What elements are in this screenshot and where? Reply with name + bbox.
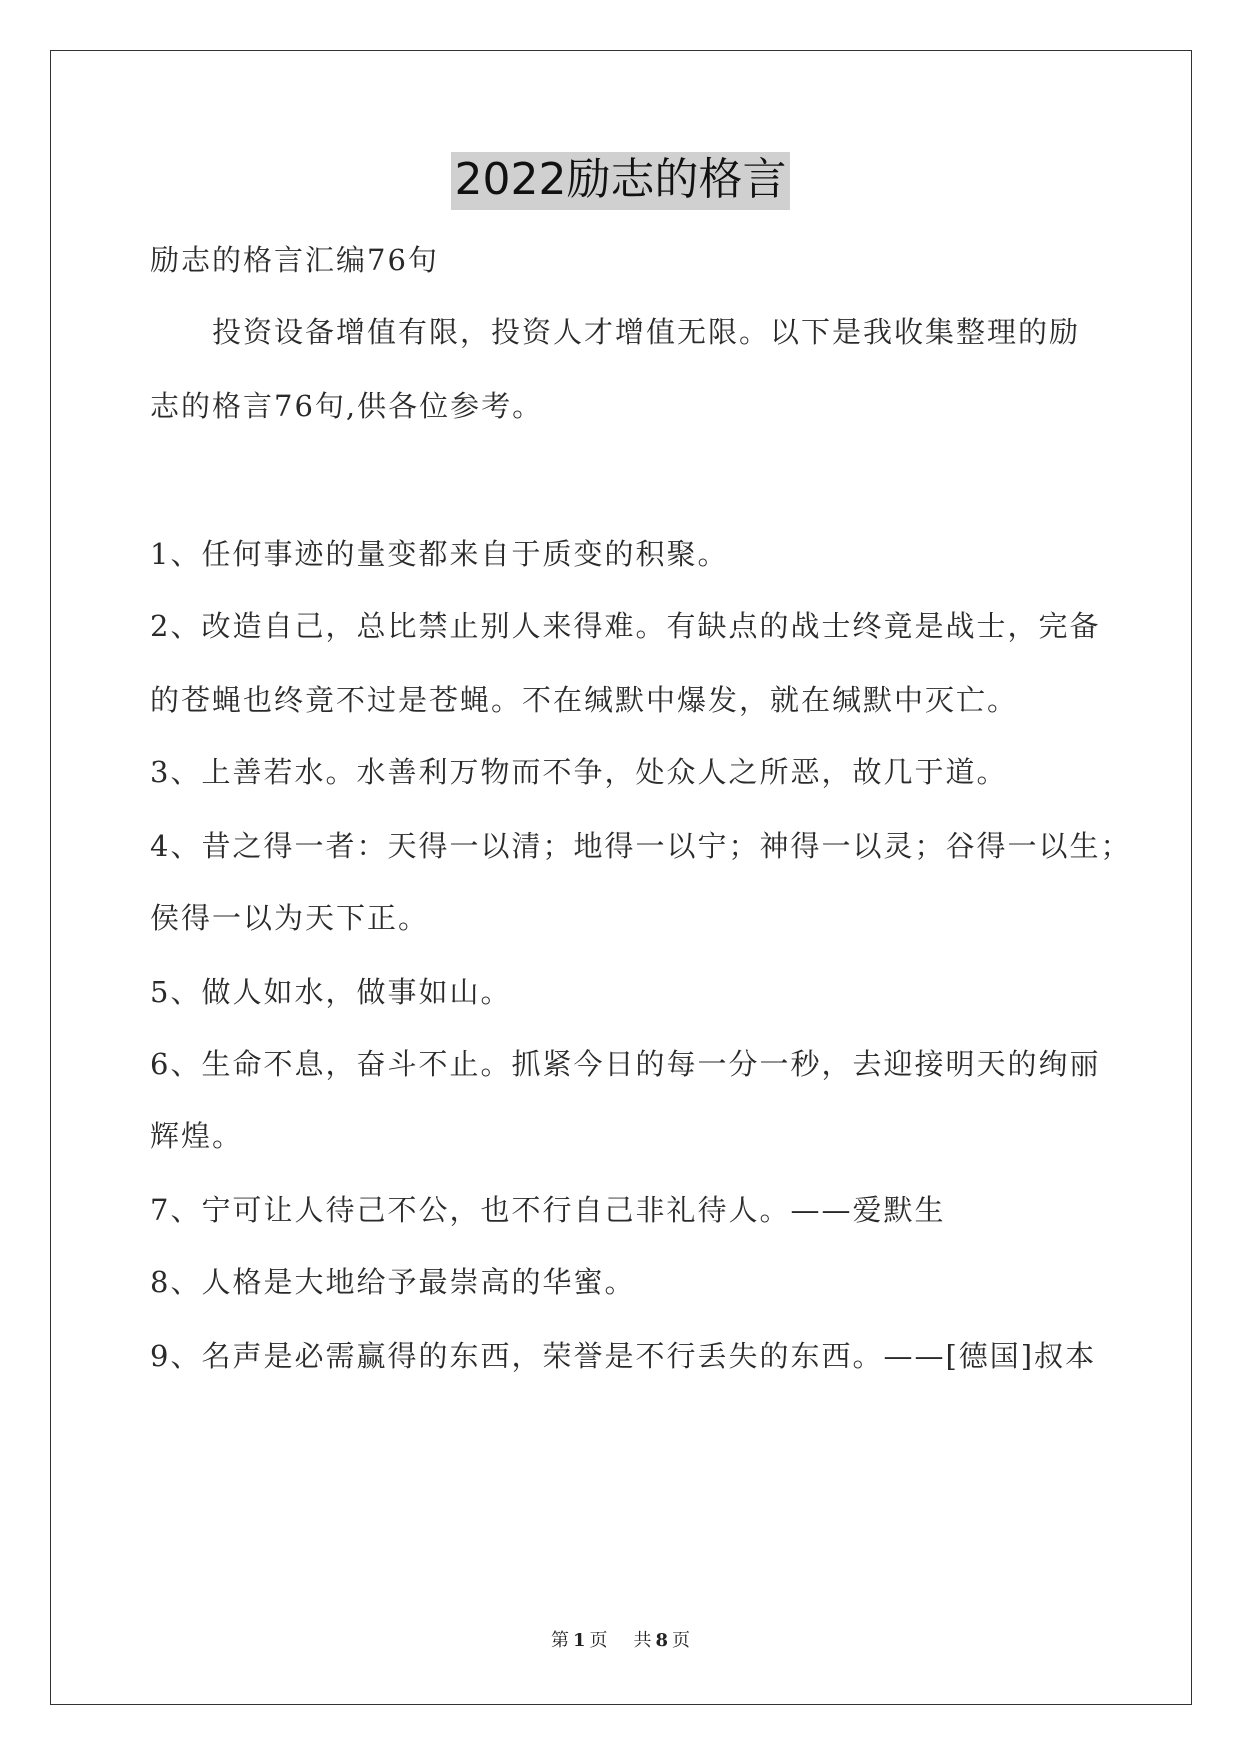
page-prefix: 第: [550, 1630, 569, 1651]
quote-line: 7、宁可让人待己不公，也不行自己非礼待人。——爱默生: [150, 1193, 946, 1227]
document-subtitle: 励志的格言汇编76句: [150, 243, 439, 277]
quote-line: 1、任何事迹的量变都来自于质变的积聚。: [150, 537, 729, 571]
quote-line: 侯得一以为天下正。: [150, 901, 430, 935]
quote-line: 3、上善若水。水善利万物而不争，处众人之所恶，故几于道。: [150, 755, 1008, 789]
intro-line-1: 投资设备增值有限，投资人才增值无限。以下是我收集整理的励: [212, 315, 1081, 349]
current-page-number: 1: [572, 1630, 586, 1651]
quote-line: 辉煌。: [150, 1119, 244, 1153]
quote-line: 的苍蝇也终竟不过是苍蝇。不在缄默中爆发，就在缄默中灭亡。: [150, 683, 1019, 717]
total-page-number: 8: [655, 1630, 669, 1651]
page-footer: [0, 1626, 1241, 1652]
quote-line: 5、做人如水，做事如山。: [150, 975, 512, 1009]
title-container: [0, 152, 1241, 210]
total-suffix: 页: [672, 1630, 691, 1651]
page-suffix: 页: [589, 1630, 608, 1651]
intro-line-2: 志的格言76句,供各位参考。: [150, 389, 544, 423]
document-title: 2022励志的格言: [451, 152, 791, 210]
total-prefix: 共: [633, 1630, 652, 1651]
quote-line: 4、昔之得一者：天得一以清；地得一以宁；神得一以灵；谷得一以生；: [150, 829, 1132, 863]
quote-line: 2、改造自己，总比禁止别人来得难。有缺点的战士终竟是战士，完备: [150, 609, 1101, 643]
quote-line: 6、生命不息，奋斗不止。抓紧今日的每一分一秒，去迎接明天的绚丽: [150, 1047, 1101, 1081]
quote-line: 8、人格是大地给予最崇高的华蜜。: [150, 1265, 636, 1299]
page-border: [50, 50, 1192, 1705]
quote-line: 9、名声是必需赢得的东西，荣誉是不行丢失的东西。——[德国]叔本: [150, 1339, 1097, 1373]
